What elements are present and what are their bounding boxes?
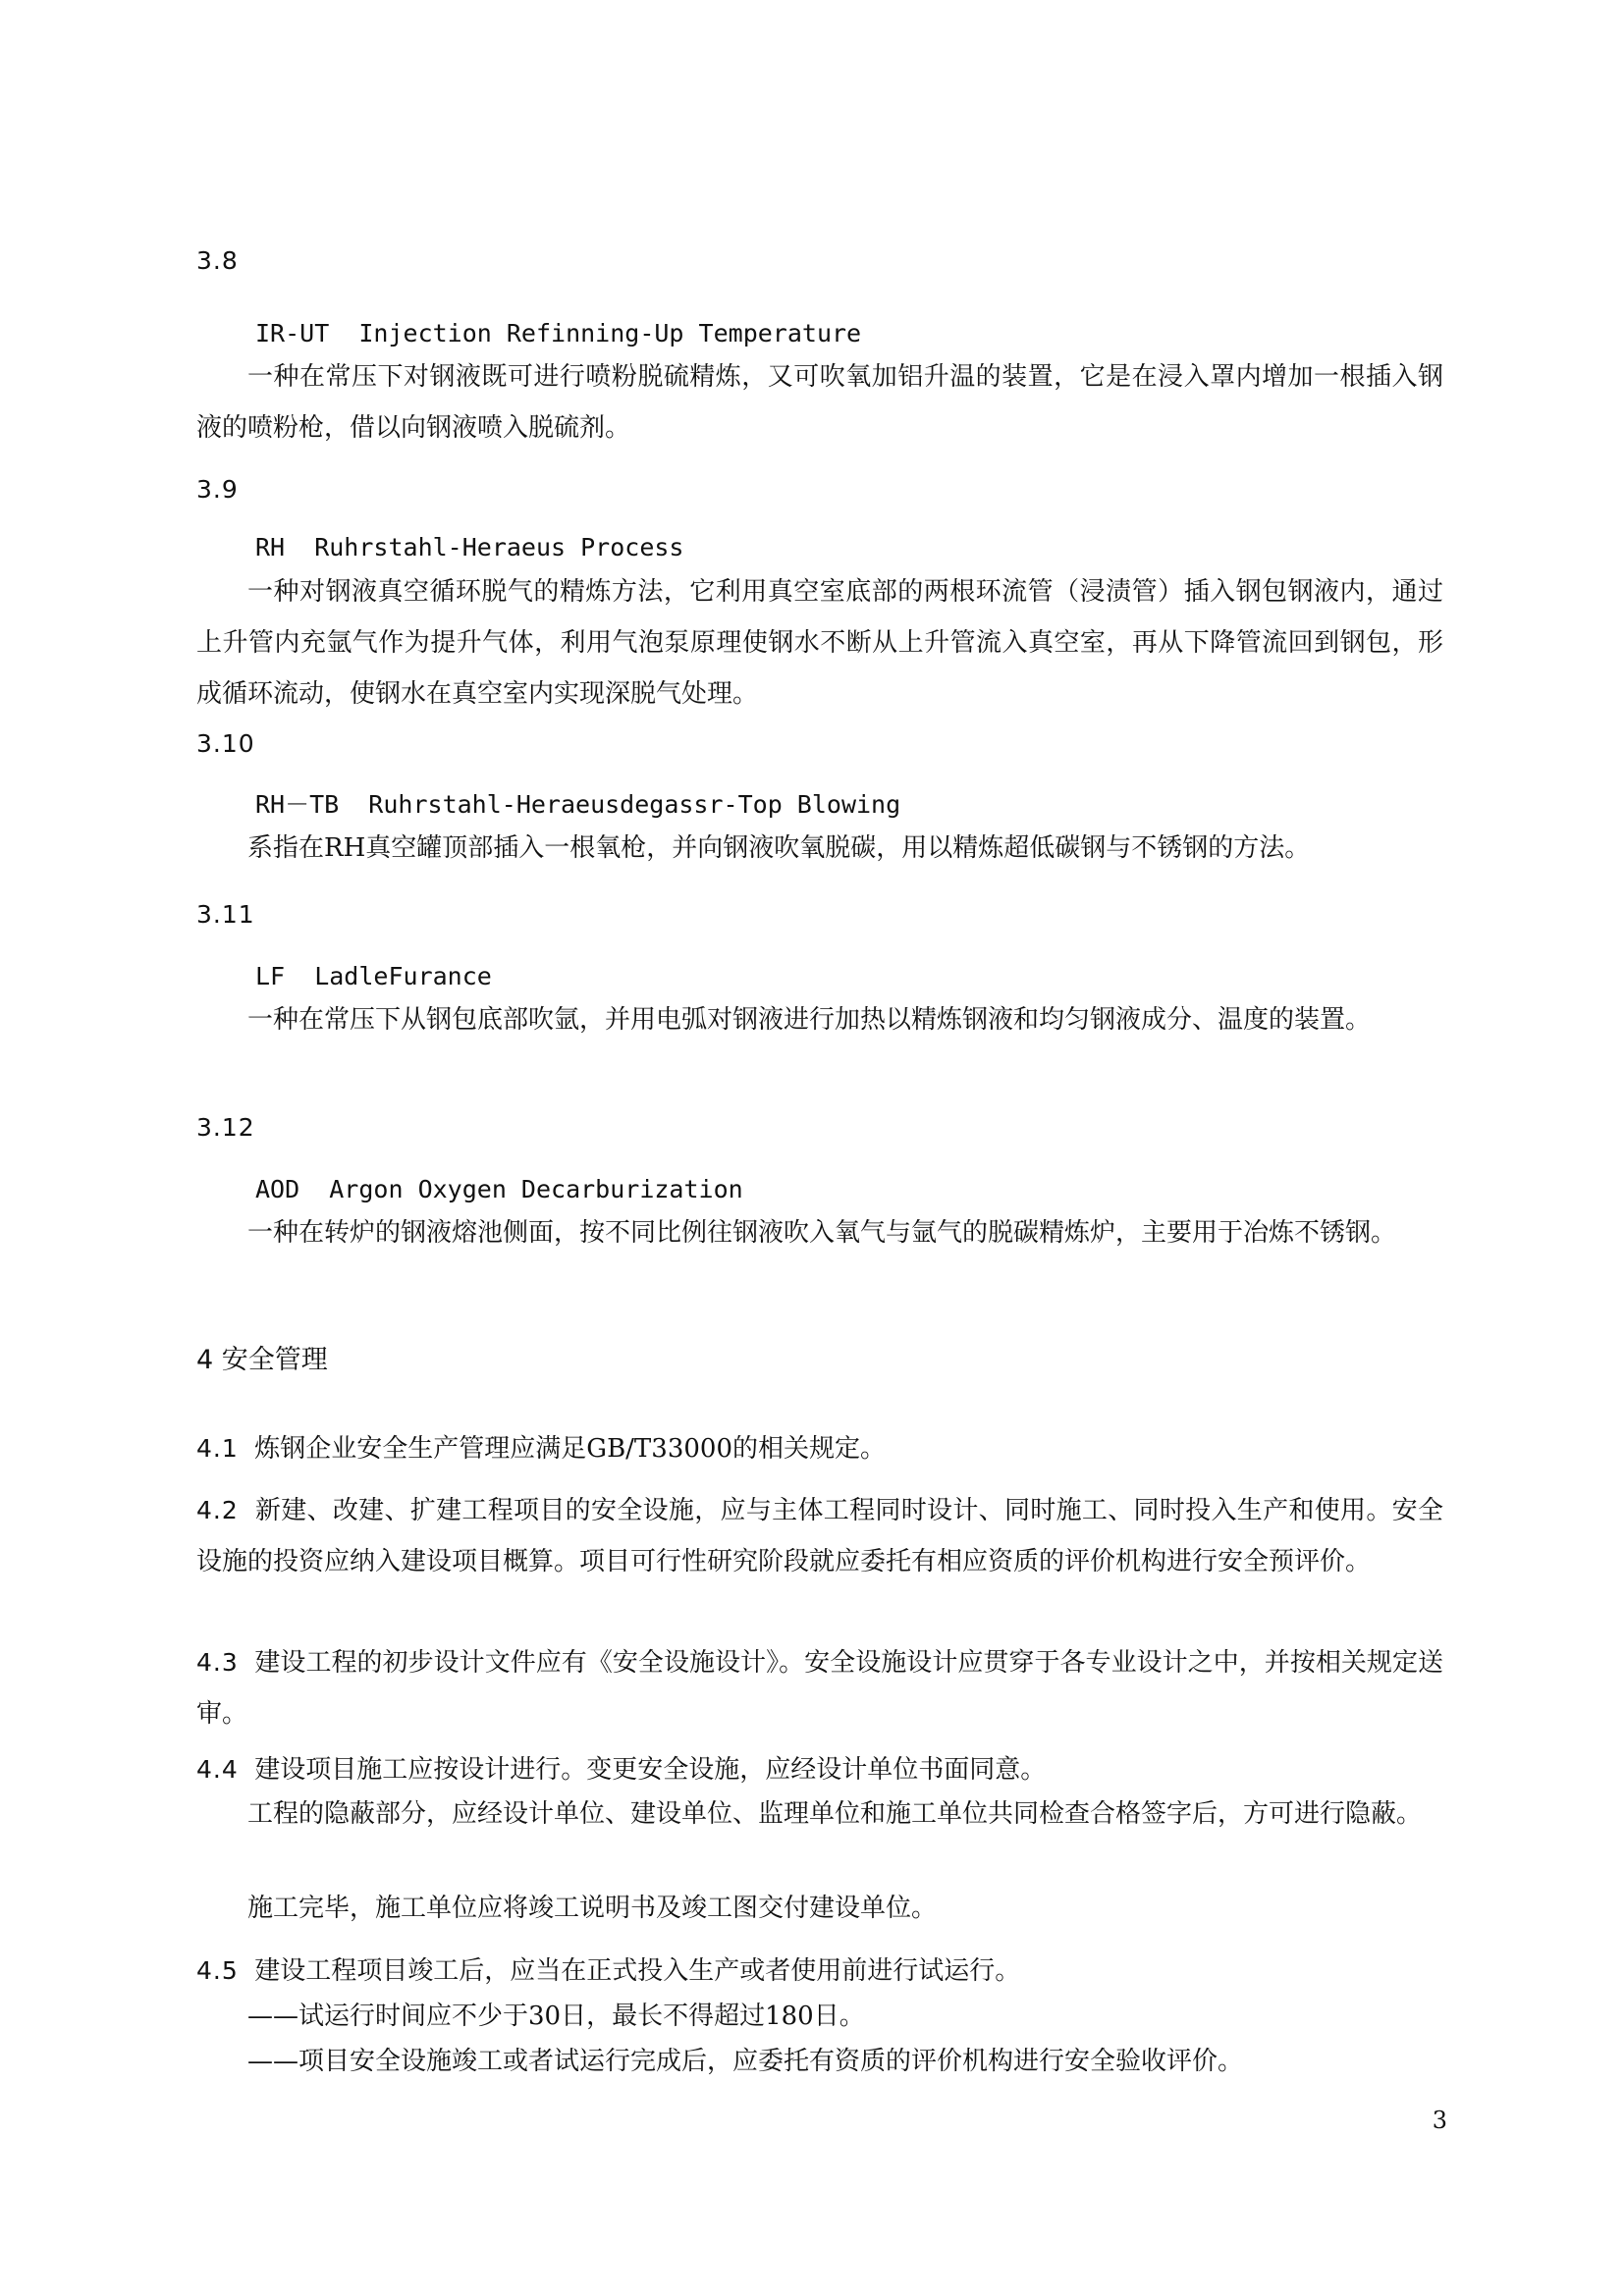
clause-text: 炼钢企业安全生产管理应满足GB/T33000的相关规定。 bbox=[254, 1434, 886, 1464]
clause-4-1 bbox=[196, 1423, 1443, 1474]
clause-text: 建设工程的初步设计文件应有《安全设施设计》。安全设施设计应贯穿于各专业设计之中，并按相关规定送审。 bbox=[196, 1648, 1443, 1729]
term-title: IR-UT Injection Refinning-Up Temperature bbox=[255, 319, 862, 347]
term-definition: 一种在常压下从钢包底部吹氩，并用电弧对钢液进行加热以精炼钢液和均匀钢液成分、温度的装置。 bbox=[247, 1005, 1372, 1035]
term-title: AOD Argon Oxygen Decarburization bbox=[255, 1175, 743, 1203]
clause-number: 4.5 bbox=[196, 1956, 239, 1985]
term-definition: 系指在RH真空罐顶部插入一根氧枪，并向钢液吹氧脱碳，用以精炼超低碳钢与不锈钢的方法。 bbox=[247, 833, 1311, 863]
clause-number: 3.10 bbox=[196, 729, 255, 758]
dash-list-item: ——试运行时间应不少于30日，最长不得超过180日。 bbox=[247, 2002, 865, 2031]
term-title: RH Ruhrstahl-Heraeus Process bbox=[255, 533, 684, 561]
dash-list-item: ——项目安全设施竣工或者试运行完成后，应委托有资质的评价机构进行安全验收评价。 bbox=[247, 2047, 1244, 2076]
clause-4-3 bbox=[196, 1637, 1443, 1739]
clause-number: 4.3 bbox=[196, 1648, 239, 1677]
page-number: 3 bbox=[1432, 2107, 1447, 2134]
clause-number: 3.12 bbox=[196, 1113, 255, 1142]
clause-number: 4.1 bbox=[196, 1434, 239, 1463]
term-definition: 一种在转炉的钢液熔池侧面，按不同比例往钢液吹入氧气与氩气的脱碳精炼炉，主要用于冶炼不锈钢。 bbox=[247, 1218, 1397, 1248]
clause-number: 4.4 bbox=[196, 1755, 239, 1784]
clause-4-5 bbox=[196, 1946, 1443, 1997]
term-definition: 一种在常压下对钢液既可进行喷粉脱硫精炼，又可吹氧加铝升温的装置，它是在浸入罩内增加一根插入钢液的喷粉枪，借以向钢液喷入脱硫剂。 bbox=[196, 362, 1443, 443]
term-title: LF LadleFurance bbox=[255, 962, 492, 990]
clause-text: 新建、改建、扩建工程项目的安全设施，应与主体工程同时设计、同时施工、同时投入生产和使用。安全设施的投资应纳入建设项目概算。项目可行性研究阶段就应委托有相应资质的评价机构进行安全预评价。 bbox=[196, 1496, 1443, 1576]
section-heading: 4 安全管理 bbox=[196, 1345, 328, 1375]
clause-number: 4.2 bbox=[196, 1496, 239, 1524]
clause-number: 3.8 bbox=[196, 246, 239, 275]
clause-paragraph: 工程的隐蔽部分，应经设计单位、建设单位、监理单位和施工单位共同检查合格签字后，方可进行隐蔽。 bbox=[247, 1799, 1423, 1829]
clause-number: 3.11 bbox=[196, 900, 255, 929]
clause-number: 3.9 bbox=[196, 475, 239, 504]
clause-text: 建设工程项目竣工后，应当在正式投入生产或者使用前进行试运行。 bbox=[254, 1956, 1021, 1986]
term-title: RH－TB Ruhrstahl-Heraeusdegassr-Top Blowing bbox=[255, 790, 901, 819]
term-definition: 一种对钢液真空循环脱气的精炼方法，它利用真空室底部的两根环流管（浸渍管）插入钢包钢液内，通过上升管内充氩气作为提升气体，利用气泡泵原理使钢水不断从上升管流入真空室，再从下降管流回到钢包，形成循环流动，使钢水在真空室内实现深脱气处理。 bbox=[196, 577, 1443, 709]
clause-text: 建设项目施工应按设计进行。变更安全设施，应经设计单位书面同意。 bbox=[254, 1755, 1047, 1785]
clause-paragraph: 施工完毕，施工单位应将竣工说明书及竣工图交付建设单位。 bbox=[247, 1894, 938, 1923]
clause-4-2 bbox=[196, 1485, 1443, 1587]
